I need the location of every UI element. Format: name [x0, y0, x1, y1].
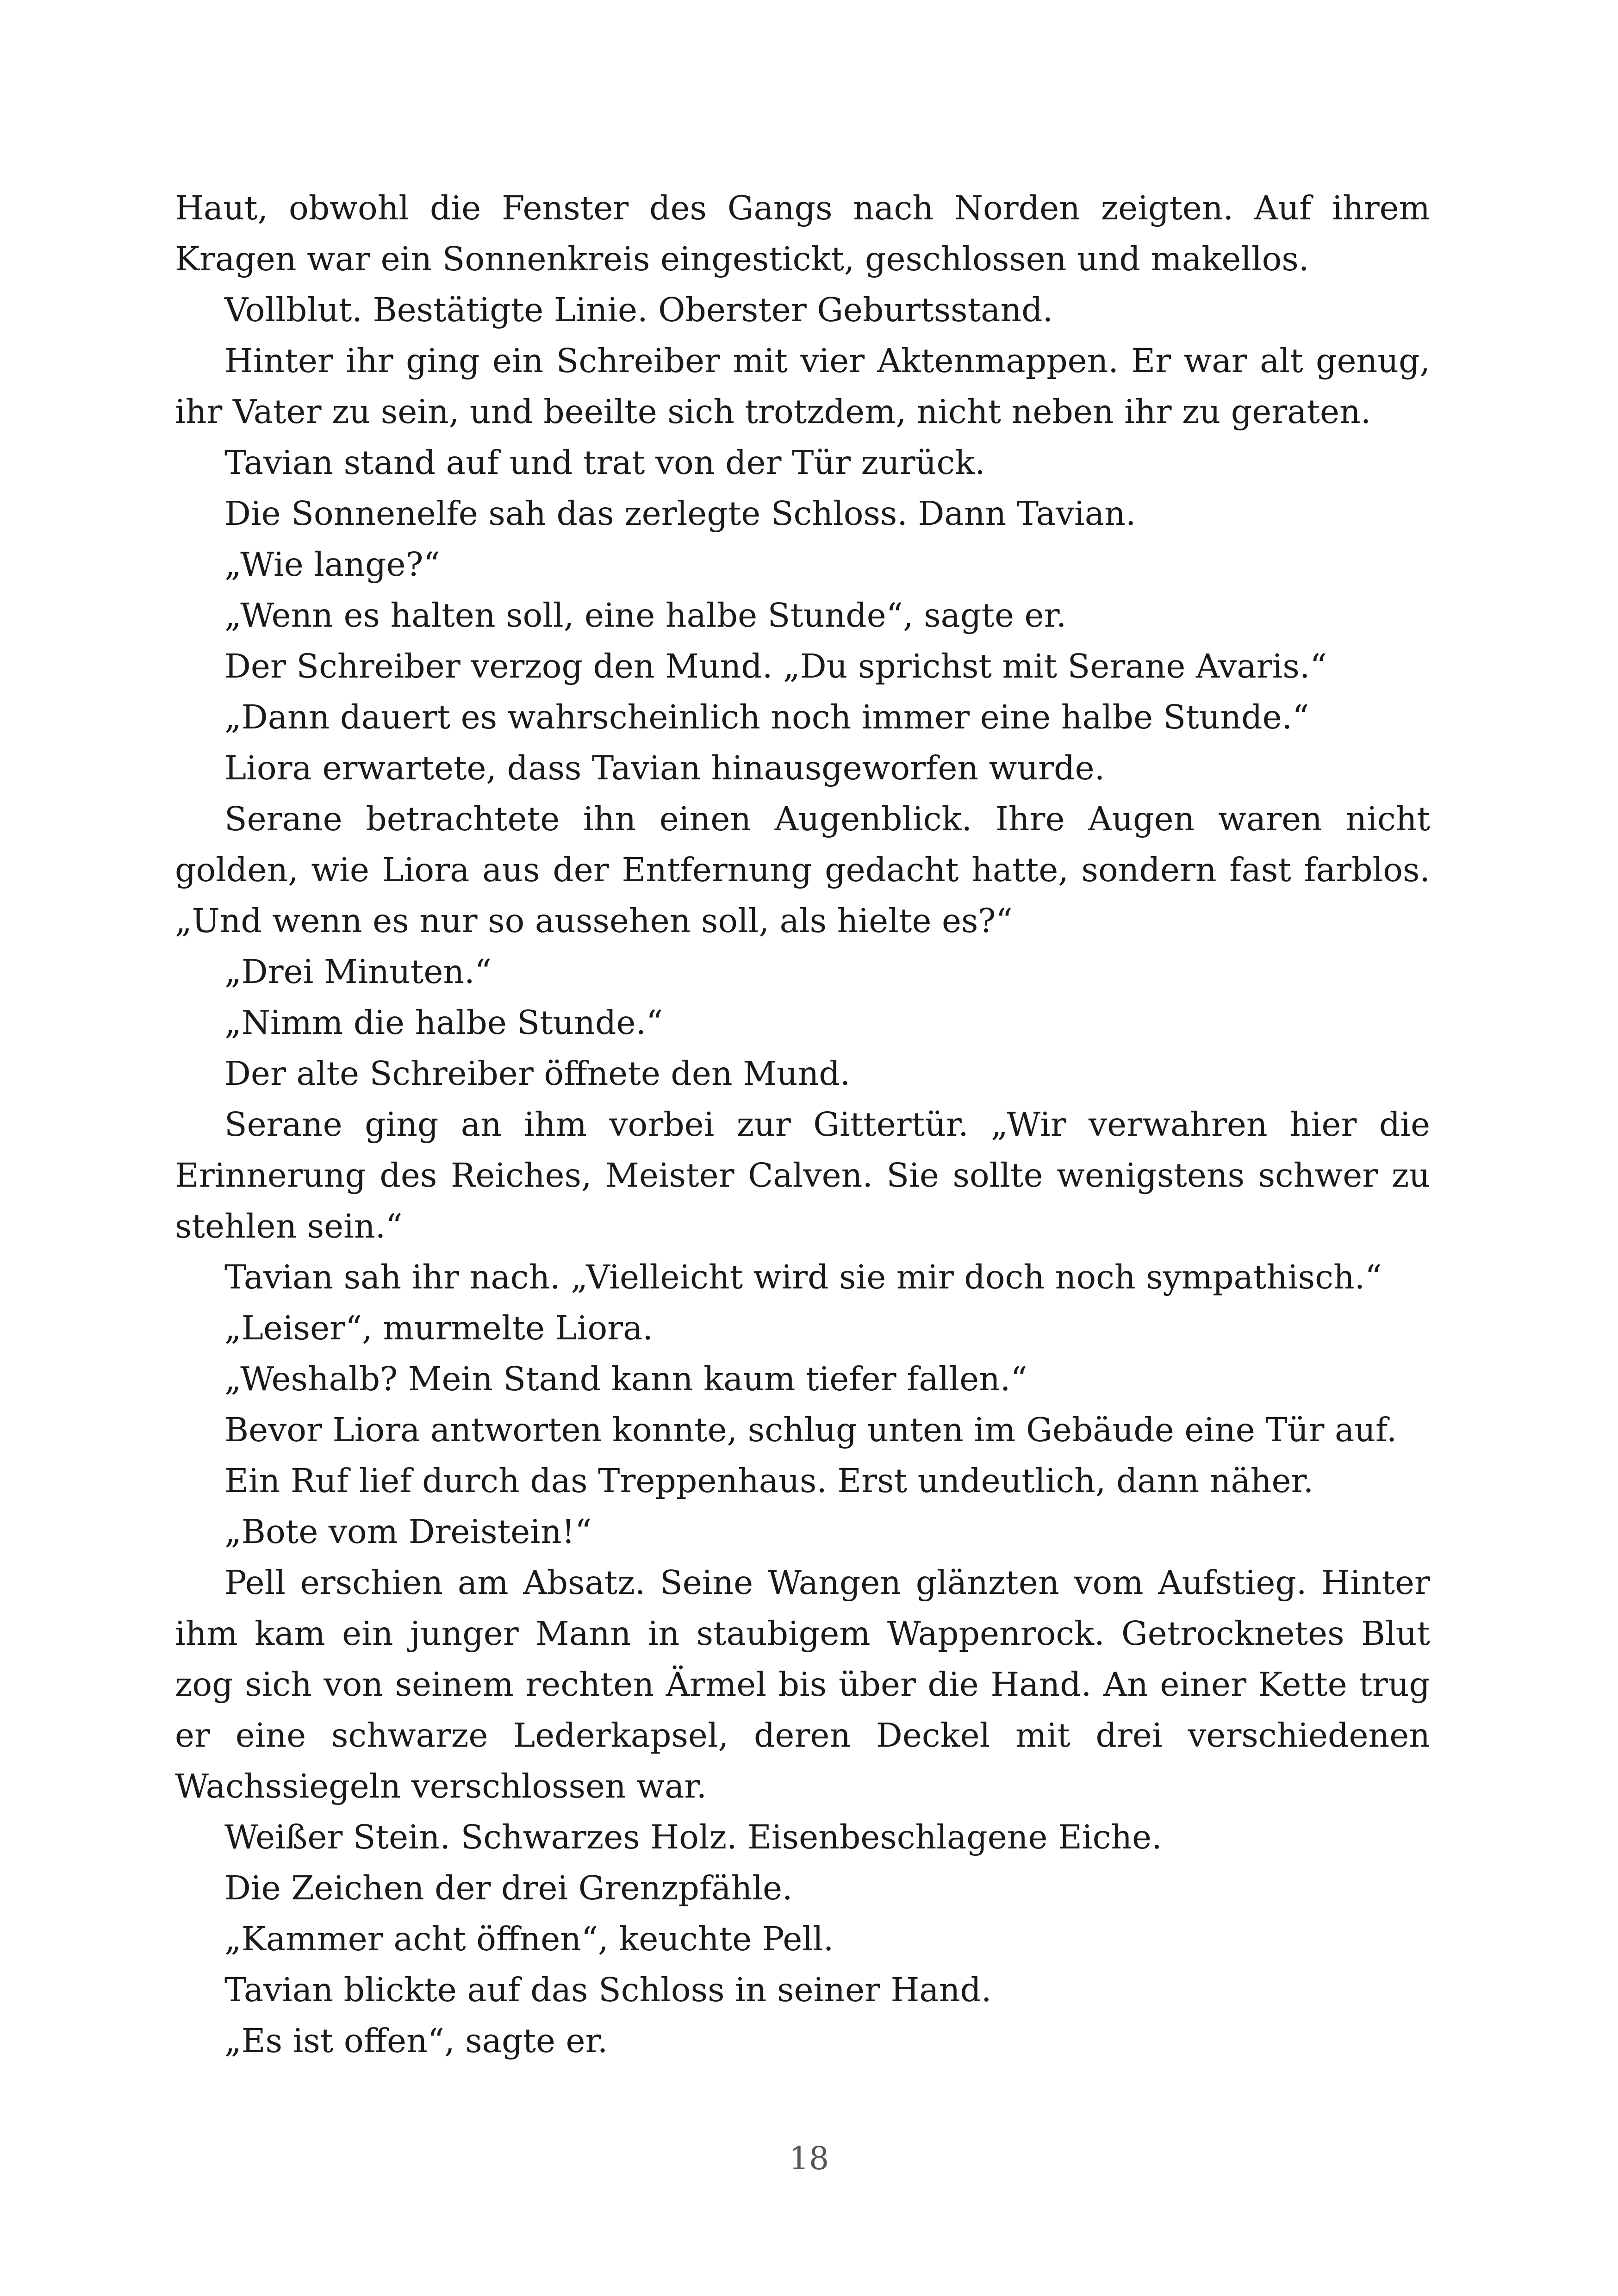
paragraph: Der Schreiber verzog den Mund. „Du sprichst mit Serane Avaris.“	[224, 647, 1327, 685]
paragraph: Pell erschien am Absatz. Seine Wangen glänzten vom Aufstieg. Hinter ihm kam ein junger Mann in staubigem Wappenrock. Getrocknetes Blut zog sich von seinem rechten Ärmel bis über die Hand. An einer Kette trug er eine schwarze Lederkapsel, deren Deckel mit drei verschiedenen Wachssiegeln verschlossen war.	[175, 1563, 1430, 1805]
paragraph: „Wie lange?“	[224, 545, 440, 584]
paragraph: Der alte Schreiber öffnete den Mund.	[224, 1054, 851, 1093]
paragraph: Tavian stand auf und trat von der Tür zurück.	[224, 443, 985, 482]
paragraph: „Wenn es halten soll, eine halbe Stunde“, sagte er.	[224, 596, 1067, 635]
paragraph: „Nimm die halbe Stunde.“	[224, 1003, 663, 1042]
body-text	[175, 183, 1430, 2066]
paragraph: Bevor Liora antworten konnte, schlug unten im Gebäude eine Tür auf.	[224, 1411, 1397, 1449]
paragraph: Serane betrachtete ihn einen Augenblick. Ihre Augen waren nicht golden, wie Liora aus der Entfernung gedacht hatte, sondern fast farblos. „Und wenn es nur so aussehen soll, als hielte es?“	[175, 800, 1430, 940]
paragraph: „Kammer acht öffnen“, keuchte Pell.	[224, 1920, 834, 1958]
paragraph: „Bote vom Dreistein!“	[224, 1512, 592, 1551]
paragraph: Tavian blickte auf das Schloss in seiner Hand.	[224, 1971, 992, 2009]
paragraph: Hinter ihr ging ein Schreiber mit vier Aktenmappen. Er war alt genug, ihr Vater zu sein, und beeilte sich trotzdem, nicht neben ihr zu geraten.	[175, 342, 1430, 431]
paragraph: „Leiser“, murmelte Liora.	[224, 1309, 653, 1347]
paragraph: „Es ist offen“, sagte er.	[224, 2022, 608, 2060]
paragraph: Tavian sah ihr nach. „Vielleicht wird sie mir doch noch sympathisch.“	[224, 1258, 1382, 1296]
paragraph: Haut, obwohl die Fenster des Gangs nach Norden zeigten. Auf ihrem Kragen war ein Sonnenkreis eingestickt, geschlossen und makellos.	[175, 189, 1430, 278]
page-number: 18	[789, 2140, 829, 2177]
paragraph: Die Zeichen der drei Grenzpfähle.	[224, 1869, 793, 1907]
paragraph: Die Sonnenelfe sah das zerlegte Schloss. Dann Tavian.	[224, 494, 1136, 533]
paragraph: Weißer Stein. Schwarzes Holz. Eisenbeschlagene Eiche.	[224, 1818, 1162, 1856]
paragraph: „Weshalb? Mein Stand kann kaum tiefer fallen.“	[224, 1360, 1027, 1398]
paragraph: „Dann dauert es wahrscheinlich noch immer eine halbe Stunde.“	[224, 698, 1309, 736]
paragraph: Liora erwartete, dass Tavian hinausgeworfen wurde.	[224, 749, 1105, 787]
paragraph: Ein Ruf lief durch das Treppenhaus. Erst undeutlich, dann näher.	[224, 1462, 1314, 1500]
paragraph: Serane ging an ihm vorbei zur Gittertür. „Wir verwahren hier die Erinnerung des Reiches, Meister Calven. Sie sollte wenigstens schwer zu stehlen sein.“	[175, 1105, 1430, 1245]
paragraph: Vollblut. Bestätigte Linie. Oberster Geburtsstand.	[224, 291, 1053, 329]
paragraph: „Drei Minuten.“	[224, 952, 492, 991]
